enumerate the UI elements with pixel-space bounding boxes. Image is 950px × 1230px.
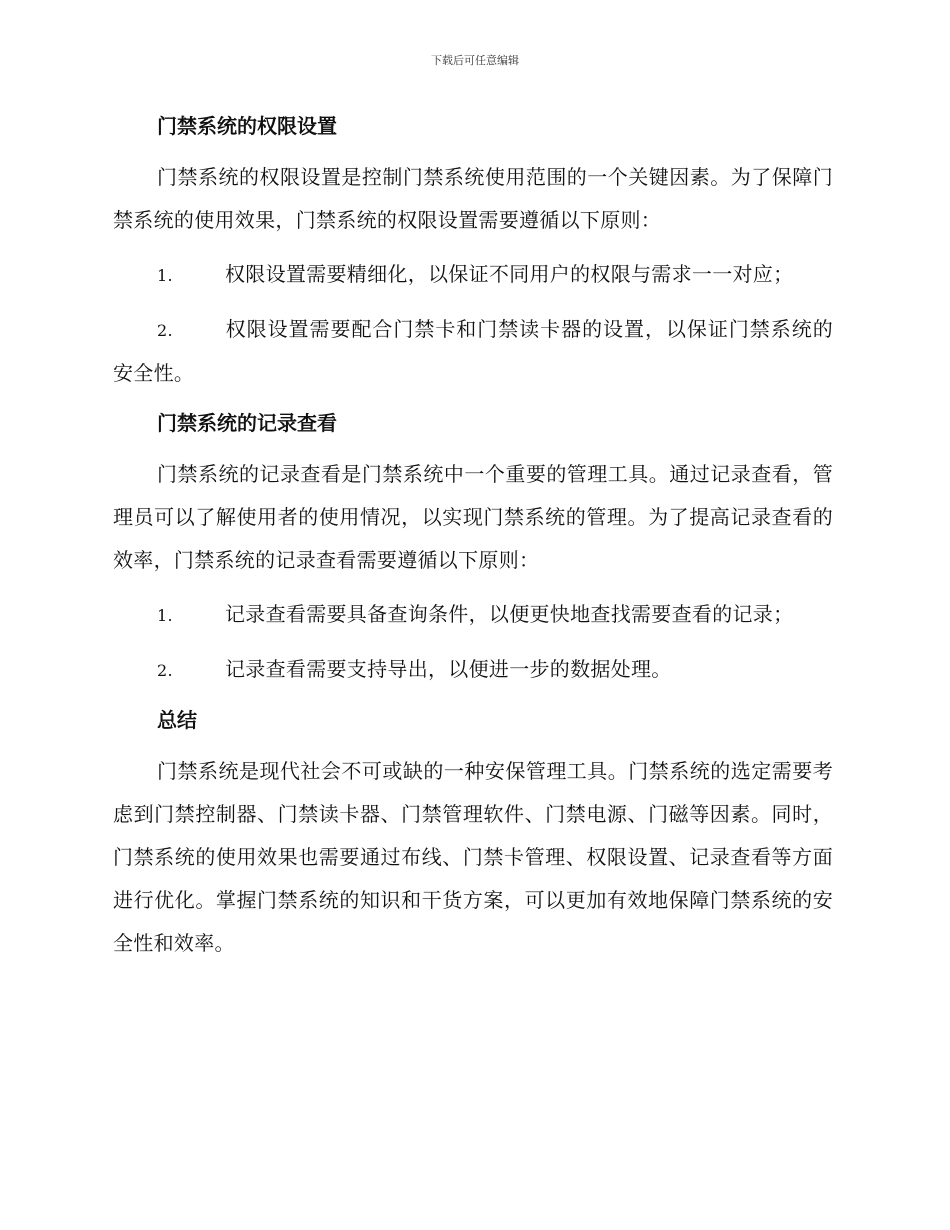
list-text: 记录查看需要具备查询条件，以便更快地查找需要查看的记录； bbox=[225, 602, 794, 626]
list-number: 1. bbox=[157, 266, 173, 285]
section-heading: 门禁系统的权限设置 bbox=[157, 114, 337, 138]
list-number: 2. bbox=[157, 661, 173, 680]
document-body bbox=[113, 112, 833, 965]
list-number: 1. bbox=[157, 606, 173, 625]
list-number: 2. bbox=[157, 321, 173, 340]
list-item bbox=[113, 593, 833, 637]
list-item bbox=[113, 253, 833, 297]
section-paragraph: 门禁系统是现代社会不可或缺的一种安保管理工具。门禁系统的选定需要考虑到门禁控制器、门禁读卡器、门禁管理软件、门禁电源、门磁等因素。同时，门禁系统的使用效果也需要通过布线、门禁卡管理、权限设置、记录查看等方面进行优化。掌握门禁系统的知识和干货方案，可以更加有效地保障门禁系统的安全性和效率。 bbox=[113, 759, 833, 955]
list-text: 记录查看需要支持导出，以便进一步的数据处理。 bbox=[225, 657, 672, 681]
page-header: 下载后可任意编辑 bbox=[431, 54, 519, 67]
section-heading: 总结 bbox=[157, 708, 197, 732]
section-paragraph: 门禁系统的权限设置是控制门禁系统使用范围的一个关键因素。为了保障门禁系统的使用效果，门禁系统的权限设置需要遵循以下原则： bbox=[113, 165, 833, 232]
section-paragraph: 门禁系统的记录查看是门禁系统中一个重要的管理工具。通过记录查看，管理员可以了解使用者的使用情况，以实现门禁系统的管理。为了提高记录查看的效率，门禁系统的记录查看需要遵循以下原则： bbox=[113, 462, 833, 572]
section-heading: 门禁系统的记录查看 bbox=[157, 411, 337, 435]
list-item bbox=[113, 648, 833, 692]
list-text: 权限设置需要精细化，以保证不同用户的权限与需求一一对应； bbox=[225, 262, 794, 286]
list-item bbox=[113, 308, 833, 395]
list-text: 权限设置需要配合门禁卡和门禁读卡器的设置，以保证门禁系统的安全性。 bbox=[113, 317, 833, 385]
